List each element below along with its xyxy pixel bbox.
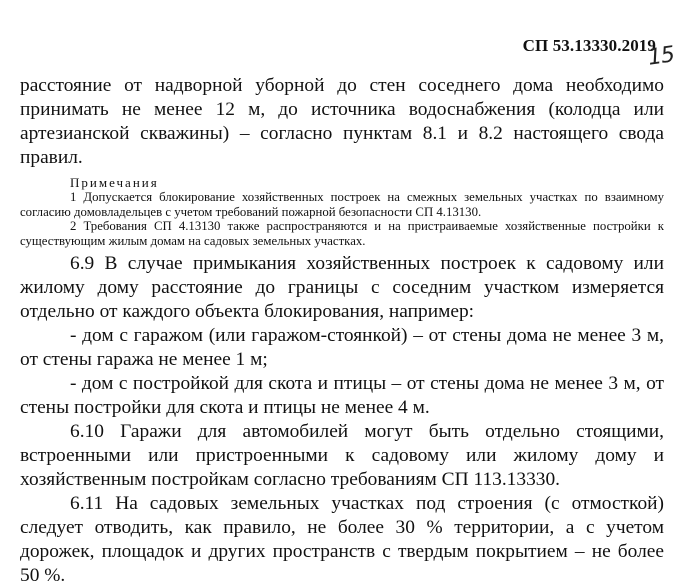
document-code: СП 53.13330.2019	[522, 36, 656, 55]
paragraph-6-9: 6.9 В случае примыкания хозяйственных построек к садовому или жилому дому расстояние до границы с соседним участком измеряется отдельно от каждого объекта блокирования, например:	[20, 253, 664, 323]
notes-title: Примечания	[70, 175, 159, 190]
list-item-livestock: - дом с постройкой для скота и птицы – от стены дома не менее 3 м, от стены постройки для скота и птицы не менее 4 м.	[20, 373, 664, 419]
paragraph-6-10: 6.10 Гаражи для автомобилей могут быть отдельно стоящими, встроенными или пристроенными к садовому или жилому дому и хозяйственным постройкам согласно требованиям СП 113.13330.	[20, 421, 664, 491]
paragraph-continuation: расстояние от надворной уборной до стен соседнего дома необходимо принимать не менее 12 м, до источника водоснабжения (колодца или артезианской скважины) – согласно пунктам 8.1 и 8.2 настоящего свода правил.	[20, 75, 664, 168]
note-2: 2 Требования СП 4.13130 также распространяются и на пристраиваемые хозяйственные постройки к существующим жилым домам на садовых земельных участках.	[20, 219, 664, 248]
list-item-garage: - дом с гаражом (или гаражом-стоянкой) – от стены дома не менее 3 м, от стены гаража не менее 1 м;	[20, 325, 664, 371]
handwritten-page-number: 15	[646, 42, 676, 71]
document-body	[20, 74, 664, 588]
paragraph-6-11: 6.11 На садовых земельных участках под строения (с отмосткой) следует отводить, как правило, не более 30 % территории, а с учетом дорожек, площадок и других пространств с твердым покрытием – не более 50 %.	[20, 493, 664, 587]
note-1: 1 Допускается блокирование хозяйственных построек на смежных земельных участках по взаимному согласию домовладельцев с учетом требований пожарной безопасности СП 4.13130.	[20, 190, 664, 219]
